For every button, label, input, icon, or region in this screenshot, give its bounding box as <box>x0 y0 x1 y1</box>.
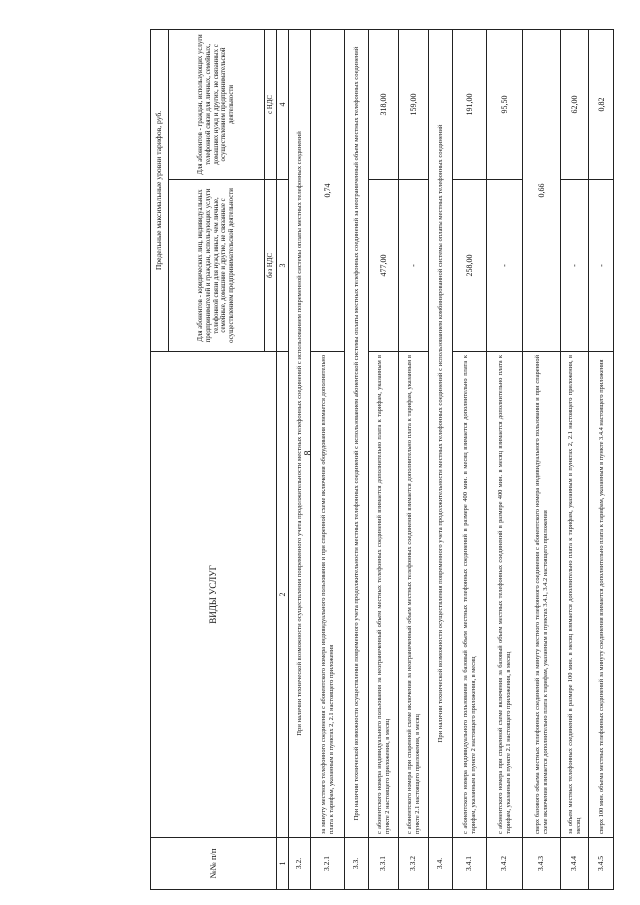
header-with-vat: с НДС <box>265 29 277 179</box>
row-value-no-vat: 258,00 <box>453 179 487 351</box>
row-id: 3.3.1 <box>369 838 399 890</box>
row-id: 3.2.1 <box>311 838 345 890</box>
table-row <box>311 29 345 889</box>
table-row <box>523 29 561 889</box>
row-id: 3.4.2 <box>487 838 523 890</box>
row-id: 3.2. <box>289 838 311 890</box>
row-id: 3.3. <box>345 838 369 890</box>
row-value-no-vat: - <box>487 179 523 351</box>
row-value-merged: 0,66 <box>523 29 561 351</box>
row-text: с абонентского номера при спаренной схеме включения за базовый объем местных телефонных соединений в размере 400 мин. в месяц взимается дополнительно плата к тарифам, указанным в пункте 2.1 настоящего приложения, в месяц <box>487 351 523 837</box>
header-no-vat: без НДС <box>265 179 277 351</box>
row-value-no-vat: - <box>561 179 589 351</box>
row-value-with-vat: 0,82 <box>589 29 614 179</box>
table-row <box>399 29 429 889</box>
header-tariffs: Предельные максимальные уровни тарифов, руб. <box>151 29 169 351</box>
table-row <box>453 29 487 889</box>
row-text: с абонентского номера индивидуального пользования за неограниченный объем местных телефонных соединений взимается дополнительно плата к тарифам, указанным в пункте 2 настоящего приложения, в месяц <box>369 351 399 837</box>
column-number-3: 3 <box>277 179 289 351</box>
row-text: с абонентского номера при спаренной схеме включения за неограниченный объем местных телефонных соединений взимается дополнительно плата к тарифам, указанным в пункте 2.1 настоящего приложения, в месяц <box>399 351 429 837</box>
row-text: за минуту местного телефонного соединения с абонентского номера индивидуального пользования и при спаренной схеме включения оборудования взимается дополнительно плата к тарифам, указанным в пунктах 2, 2.1 настоящего приложения <box>311 351 345 837</box>
page-number: 8 <box>303 450 314 456</box>
header-services: ВИДЫ УСЛУГ <box>151 351 277 837</box>
row-id: 3.3.2 <box>399 838 429 890</box>
row-value-with-vat: 95,50 <box>487 29 523 179</box>
row-value-with-vat: 318,00 <box>369 29 399 179</box>
section-text: При наличии технической возможности осуществления повременного учета продолжительности местных телефонных соединений с использованием абонентской системы оплаты местных телефонных соединений за неограниченный объем местных телефонных соединений <box>345 29 369 837</box>
row-text: с абонентского номера индивидуального пользования за базовый объем местных телефонных соединений в размере 400 мин. в месяц взимается дополнительно плата к тарифам, указанным в пункте 2 настоящего приложения, в месяц <box>453 351 487 837</box>
table-row <box>589 29 614 889</box>
row-value-no-vat: - <box>399 179 429 351</box>
header-citizens: Для абонентов - граждан, использующих услуги телефонной связи для личных, семейных, домашних нужд и других, не связанных с осуществлением предпринимательской деятельности <box>169 29 265 179</box>
tariff-table <box>150 29 614 890</box>
row-value-merged: 0,74 <box>311 29 345 351</box>
row-id: 3.4.5 <box>589 838 614 890</box>
row-text: сверх базового объема местных телефонных соединений за минуту местного телефонного соединения с абонентского номера индивидуального пользования и при спаренной схеме включения взимается дополнительно плата к тарифам, указанным в пунктах 3.4.1, 3.4.2 настоящего приложения <box>523 351 561 837</box>
header-legal-entities: Для абонентов - юридических лиц, индивидуальных предпринимателей и граждан, использующих услуги телефонной связи для нужд иных, чем личные, семейные, домашние и другие, не связанные с осуществлением предпринимательской деятельности <box>169 179 265 351</box>
table-row <box>345 29 369 889</box>
row-text: сверх 100 мин. объема местных телефонных соединений за минуту соединения взимается дополнительно плата к тарифам, указанным в пункте 3.4.4 настоящего приложения <box>589 351 614 837</box>
table-row <box>289 29 311 889</box>
section-text: При наличии технической возможности осуществления повременного учета продолжительности местных телефонных соединений с использованием комбинированной системы оплаты местных телефонных соединений <box>429 29 453 837</box>
tariff-table-landscape <box>150 30 612 890</box>
row-value-with-vat: 62,00 <box>561 29 589 179</box>
column-number-2: 2 <box>277 351 289 837</box>
row-id: 3.4.1 <box>453 838 487 890</box>
row-value-with-vat: 191,00 <box>453 29 487 179</box>
table-row <box>369 29 399 889</box>
table-row <box>429 29 453 889</box>
table-row <box>487 29 523 889</box>
row-id: 3.4.3 <box>523 838 561 890</box>
row-id: 3.4. <box>429 838 453 890</box>
column-number-4: 4 <box>277 29 289 179</box>
row-value-with-vat: 159,00 <box>399 29 429 179</box>
header-number: №№ п/п <box>151 838 277 890</box>
row-text: за объем местных телефонных соединений в размере 100 мин. в месяц взимается дополнительно плата к тарифам, указанным в пунктах 2, 2.1 настоящего приложения, в месяц <box>561 351 589 837</box>
table-row <box>561 29 589 889</box>
row-id: 3.4.4 <box>561 838 589 890</box>
row-value-no-vat: - <box>589 179 614 351</box>
column-number-1: 1 <box>277 838 289 890</box>
row-value-no-vat: 477,00 <box>369 179 399 351</box>
section-text: При наличии технической возможности осуществления повременного учета продолжительности местных телефонных соединений с использованием повременной системы оплаты местных телефонных соединений <box>289 29 311 837</box>
rotated-table-area <box>150 30 612 890</box>
